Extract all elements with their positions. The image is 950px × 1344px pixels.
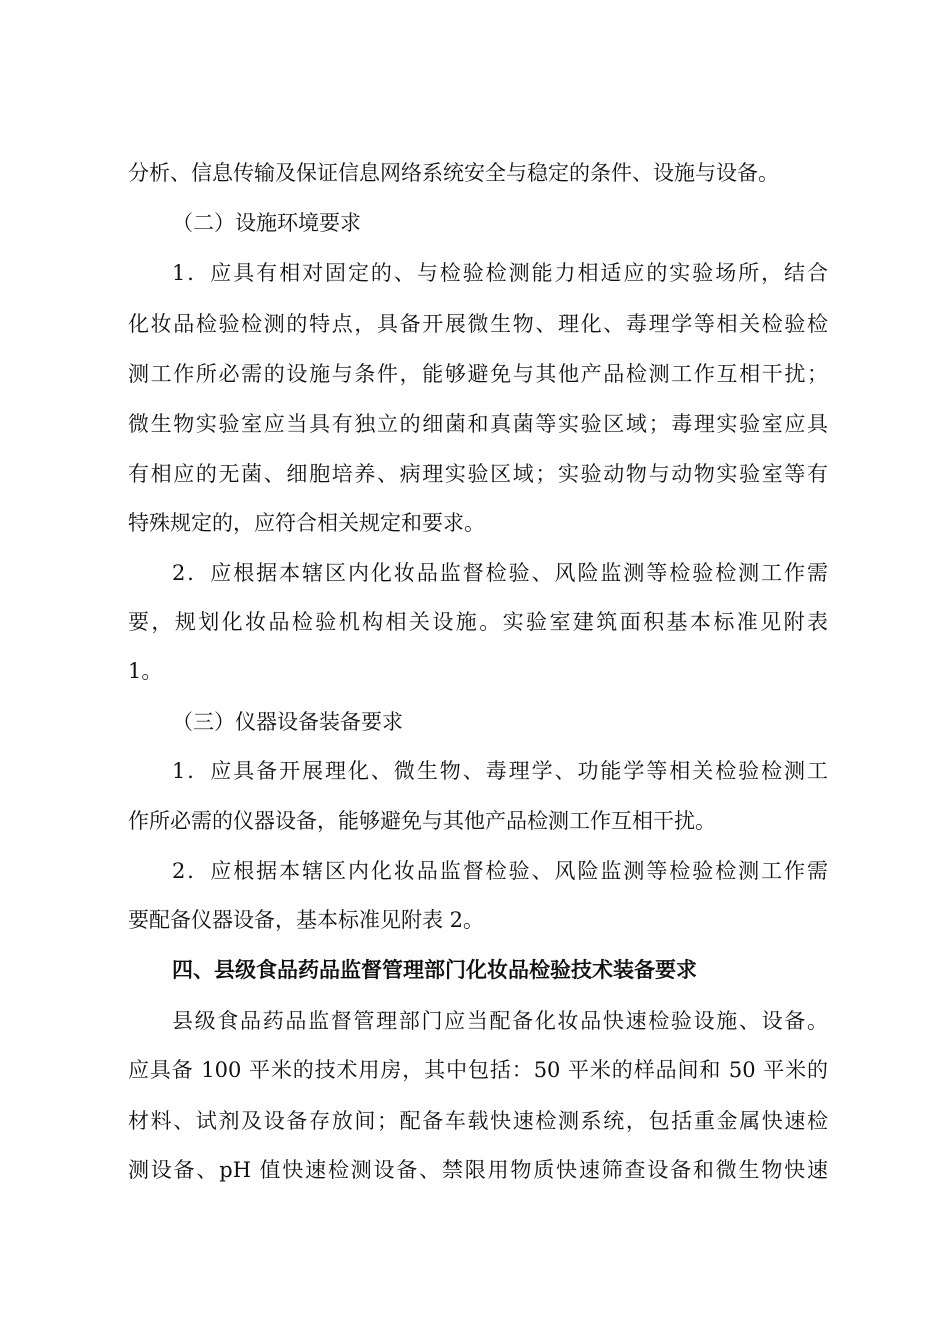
paragraph-line: 要，规划化妆品检验机构相关设施。实验室建筑面积基本标准见附表 (128, 610, 828, 634)
paragraph-line: 有相应的无菌、细胞培养、病理实验区域；实验动物与动物实验室等有 (128, 462, 828, 486)
paragraph-line: 材料、试剂及设备存放间；配备车载快速检测系统，包括重金属快速检 (128, 1109, 828, 1133)
chapter-heading: 四、县级食品药品监督管理部门化妆品检验技术装备要求 (172, 958, 697, 982)
paragraph-line: 1。 (128, 659, 163, 683)
paragraph-line: 2．应根据本辖区内化妆品监督检验、风险监测等检验检测工作需 (172, 859, 828, 883)
paragraph-line: 分析、信息传输及保证信息网络系统安全与稳定的条件、设施与设备。 (128, 161, 779, 185)
paragraph-line: 特殊规定的，应符合相关规定和要求。 (128, 511, 485, 535)
paragraph-line: 化妆品检验检测的特点，具备开展微生物、理化、毒理学等相关检验检 (128, 312, 828, 336)
paragraph-line: 县级食品药品监督管理部门应当配备化妆品快速检验设施、设备。 (172, 1009, 828, 1033)
paragraph-line: 测工作所必需的设施与条件，能够避免与其他产品检测工作互相干扰； (128, 362, 828, 386)
paragraph-line: 作所必需的仪器设备，能够避免与其他产品检测工作互相干扰。 (128, 809, 716, 833)
paragraph-line: 2．应根据本辖区内化妆品监督检验、风险监测等检验检测工作需 (172, 561, 828, 585)
section-heading: （二）设施环境要求 (172, 211, 361, 235)
section-heading: （三）仪器设备装备要求 (172, 710, 403, 734)
paragraph-line: 应具备 100 平米的技术用房，其中包括：50 平米的样品间和 50 平米的 (128, 1058, 828, 1082)
paragraph-line: 1．应具有相对固定的、与检验检测能力相适应的实验场所，结合 (172, 261, 828, 285)
paragraph-line: 1．应具备开展理化、微生物、毒理学、功能学等相关检验检测工 (172, 759, 828, 783)
paragraph-line: 要配备仪器设备，基本标准见附表 2。 (128, 908, 485, 932)
paragraph-line: 微生物实验室应当具有独立的细菌和真菌等实验区域；毒理实验室应具 (128, 412, 828, 436)
paragraph-line: 测设备、pH 值快速检测设备、禁限用物质快速筛查设备和微生物快速 (128, 1158, 828, 1182)
